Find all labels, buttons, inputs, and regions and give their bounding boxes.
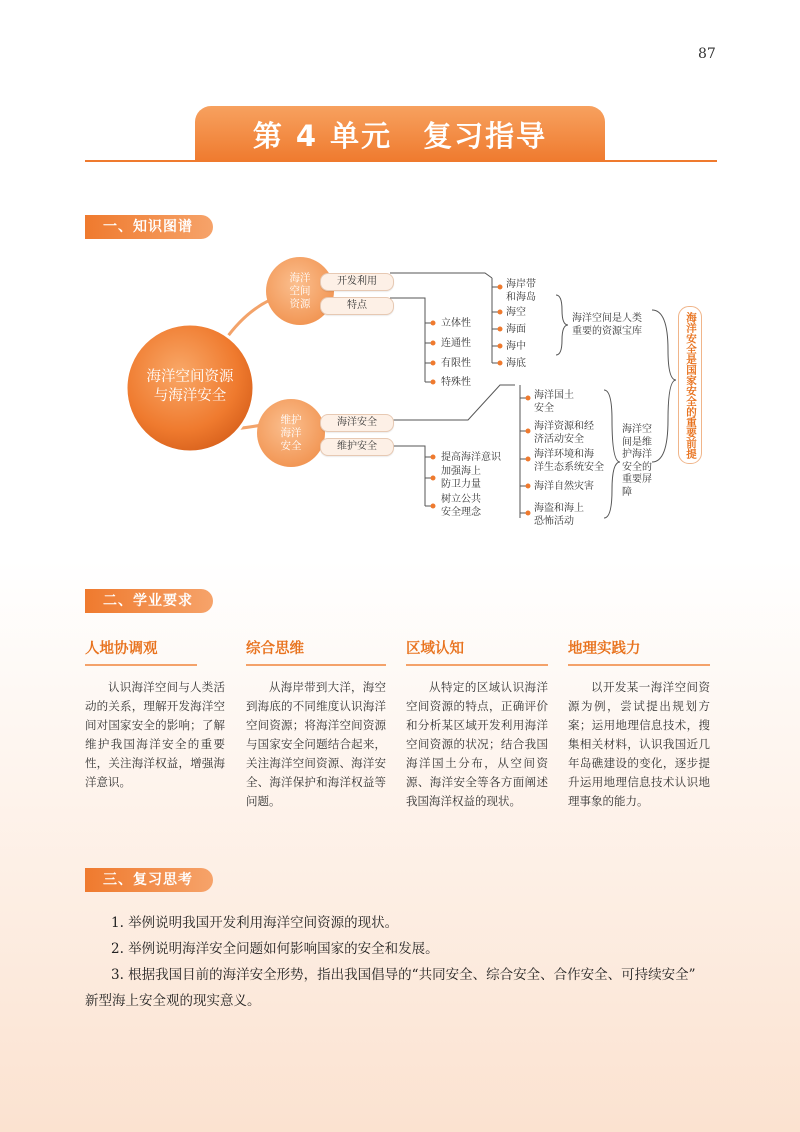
node-a-line: 空间 bbox=[289, 285, 311, 297]
pill-sea-security: 海洋安全 bbox=[320, 414, 394, 432]
measure-line: 加强海上 bbox=[441, 466, 481, 477]
measure-item bbox=[441, 465, 481, 491]
measure-line: 防卫力量 bbox=[441, 479, 481, 490]
security-line: 安全 bbox=[534, 403, 554, 414]
security-item bbox=[534, 448, 604, 474]
node-b-line: 维护 bbox=[280, 414, 302, 426]
page-title: 第 4 单元 复习指导 bbox=[252, 118, 548, 153]
requirement-heading: 地理实践力 bbox=[568, 641, 641, 657]
zone-item: 海空 bbox=[506, 307, 526, 318]
node-b-line: 海洋 bbox=[280, 427, 302, 439]
pill-features: 特点 bbox=[320, 297, 394, 315]
feature-item: 立体性 bbox=[441, 318, 471, 329]
zone-item bbox=[506, 278, 536, 304]
security-item bbox=[534, 420, 594, 446]
concept-map bbox=[0, 250, 800, 540]
security-line: 恐怖活动 bbox=[534, 516, 574, 527]
feature-item: 连通性 bbox=[441, 338, 471, 349]
security-summary-line: 重要屏 bbox=[622, 474, 652, 485]
requirement-column bbox=[85, 637, 225, 792]
requirement-body: 从海岸带到大洋，海空到海底的不同维度认识海洋空间资源；将海洋空间资源与国家安全问题结合起来，关注海洋空间资源、海洋安全、海洋保护和海洋权益等问题。 bbox=[246, 680, 386, 808]
conclusion-box: 海洋安全是国家安全的重要前提 bbox=[678, 306, 702, 464]
node-b-label bbox=[266, 414, 316, 453]
requirement-body: 以开发某一海洋空间资源为例，尝试提出规划方案；运用地理信息技术，搜集相关材料，认识我国近几年岛礁建设的变化，逐步提升运用地理信息技术认识地理事象的能力。 bbox=[568, 680, 710, 808]
zone-line: 海岸带 bbox=[506, 279, 536, 290]
section-tag-knowledge-map: 一、知识图谱 bbox=[85, 215, 213, 239]
security-line: 海洋资源和经 bbox=[534, 421, 594, 432]
requirement-divider bbox=[568, 664, 710, 666]
zones-summary-line: 重要的资源宝库 bbox=[572, 326, 642, 337]
security-item: 海洋自然灾害 bbox=[534, 481, 594, 492]
security-line: 济活动安全 bbox=[534, 434, 584, 445]
feature-item: 有限性 bbox=[441, 358, 471, 369]
center-line-2: 与海洋安全 bbox=[153, 388, 227, 404]
security-summary-line: 海洋空 bbox=[622, 424, 652, 435]
security-line: 海盗和海上 bbox=[534, 503, 584, 514]
measure-line: 树立公共 bbox=[441, 494, 481, 505]
measure-item: 提高海洋意识 bbox=[441, 452, 501, 463]
section-tag-requirements: 二、学业要求 bbox=[85, 589, 213, 613]
center-node-label bbox=[126, 368, 254, 406]
page-number: 87 bbox=[698, 46, 716, 62]
section-tag-review-questions: 三、复习思考 bbox=[85, 868, 213, 892]
requirement-body: 认识海洋空间与人类活动的关系，理解开发海洋空间对国家安全的影响；了解维护我国海洋安全的重要性，关注海洋权益，增强海洋意识。 bbox=[85, 680, 225, 789]
security-summary bbox=[622, 424, 652, 499]
node-a-line: 海洋 bbox=[289, 272, 311, 284]
requirement-heading: 综合思维 bbox=[246, 641, 304, 657]
security-item bbox=[534, 389, 574, 415]
question-item-continuation: 新型海上安全观的现实意义。 bbox=[85, 993, 261, 1009]
zones-summary bbox=[572, 312, 642, 338]
requirement-divider bbox=[246, 664, 386, 666]
security-summary-line: 间是维 bbox=[622, 436, 652, 448]
zone-item: 海底 bbox=[506, 358, 526, 369]
security-line: 海洋环境和海 bbox=[534, 449, 594, 460]
security-summary-line: 障 bbox=[622, 486, 632, 498]
requirement-column bbox=[406, 637, 548, 811]
zones-summary-line: 海洋空间是人类 bbox=[572, 313, 642, 324]
center-line-1: 海洋空间资源 bbox=[146, 369, 234, 385]
requirement-column bbox=[246, 637, 386, 811]
security-line: 海洋国土 bbox=[534, 390, 574, 401]
question-item: 1. 举例说明我国开发利用海洋空间资源的现状。 bbox=[111, 915, 399, 931]
security-summary-line: 护海洋 bbox=[622, 449, 652, 460]
requirement-heading: 区域认知 bbox=[406, 641, 464, 657]
title-divider bbox=[85, 160, 717, 162]
feature-item: 特殊性 bbox=[441, 377, 471, 388]
pill-maintain-security: 维护安全 bbox=[320, 438, 394, 456]
requirement-divider bbox=[406, 664, 548, 666]
security-item bbox=[534, 502, 584, 528]
zone-line: 和海岛 bbox=[506, 292, 536, 303]
node-a-line: 资源 bbox=[289, 298, 311, 310]
question-item: 2. 举例说明海洋安全问题如何影响国家的安全和发展。 bbox=[111, 941, 439, 957]
node-b-line: 安全 bbox=[280, 440, 302, 452]
node-a-label bbox=[275, 272, 325, 311]
question-item: 3. 根据我国目前的海洋安全形势，指出我国倡导的“共同安全、综合安全、合作安全、可持续安全” bbox=[111, 967, 696, 983]
security-line: 洋生态系统安全 bbox=[534, 462, 604, 473]
requirement-heading: 人地协调观 bbox=[85, 641, 158, 657]
requirement-column bbox=[568, 637, 710, 811]
requirement-divider bbox=[85, 664, 197, 666]
requirement-body: 从特定的区域认识海洋空间资源的特点，正确评价和分析某区域开发利用海洋空间资源的状况；结合我国海洋国土分布，从空间资源、海洋安全等各方面阐述我国海洋权益的现状。 bbox=[406, 680, 548, 808]
zone-item: 海面 bbox=[506, 324, 526, 335]
zone-item: 海中 bbox=[506, 341, 526, 352]
title-banner bbox=[195, 106, 605, 162]
pill-development: 开发利用 bbox=[320, 273, 394, 291]
measure-line: 安全理念 bbox=[441, 507, 481, 518]
measure-item bbox=[441, 493, 481, 519]
security-summary-line: 安全的 bbox=[622, 461, 652, 473]
